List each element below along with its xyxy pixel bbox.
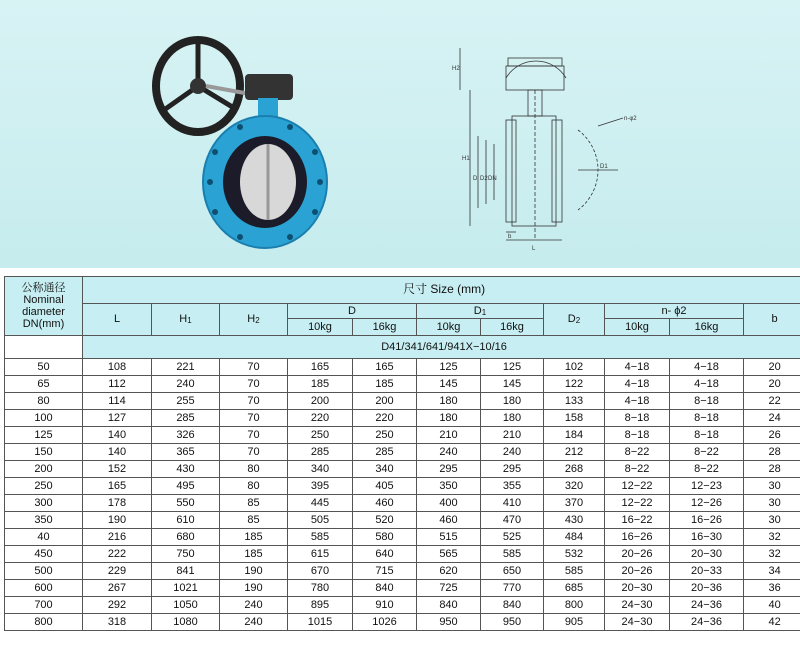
product-image-area [0,0,800,268]
table-cell: 200 [5,461,83,478]
h2-header: $H_2$ [220,304,288,336]
table-cell: 4−18 [670,359,744,376]
table-cell: 20 [744,359,800,376]
d-header: D [288,304,417,319]
table-cell: 20 [744,376,800,393]
table-cell: 85 [220,512,288,529]
table-cell: 340 [288,461,353,478]
table-cell: 30 [744,512,800,529]
table-cell: 500 [5,563,83,580]
h1-label: H1 [462,156,470,162]
table-cell: 300 [5,495,83,512]
table-cell: 895 [288,597,353,614]
table-cell: 8−22 [605,444,670,461]
table-cell: 12−22 [605,495,670,512]
table-cell: 229 [83,563,152,580]
table-cell: 700 [5,597,83,614]
table-cell: 320 [544,478,605,495]
table-cell: 140 [83,427,152,444]
table-row [5,410,800,427]
table-cell: 102 [544,359,605,376]
table-cell: 1080 [152,614,220,631]
table-cell: 40 [5,529,83,546]
table-cell: 16−22 [605,512,670,529]
table-cell: 841 [152,563,220,580]
table-cell: 532 [544,546,605,563]
table-row [5,580,800,597]
table-cell: 615 [288,546,353,563]
table-cell: 430 [544,512,605,529]
table-cell: 295 [481,461,544,478]
table-cell: 240 [152,376,220,393]
table-cell: 165 [288,359,353,376]
table-cell: 114 [83,393,152,410]
table-cell: 685 [544,580,605,597]
table-cell: 145 [481,376,544,393]
table-cell: 180 [417,410,481,427]
table-cell: 550 [152,495,220,512]
nphi-10kg-header: 10kg [605,319,670,336]
table-cell: 295 [417,461,481,478]
nphi-label: n-φ2 [624,116,637,122]
table-cell: 840 [417,597,481,614]
table-cell: 430 [152,461,220,478]
table-cell: 180 [481,410,544,427]
table-cell: 650 [481,563,544,580]
table-cell: 158 [544,410,605,427]
table-cell: 950 [481,614,544,631]
table-cell: 20−30 [605,580,670,597]
table-cell: 32 [744,546,800,563]
table-cell: 20−26 [605,546,670,563]
table-cell: 240 [481,444,544,461]
table-cell: 12−26 [670,495,744,512]
table-cell: 1026 [353,614,417,631]
table-row [5,427,800,444]
table-cell: 395 [288,478,353,495]
table-cell: 70 [220,376,288,393]
table-cell: 12−22 [605,478,670,495]
technical-drawing [448,40,648,256]
table-cell: 185 [220,529,288,546]
table-cell: 725 [417,580,481,597]
spec-table [4,276,800,631]
b-header: b [744,304,800,336]
table-cell: 950 [417,614,481,631]
table-cell: 355 [481,478,544,495]
table-cell: 410 [481,495,544,512]
table-cell: 240 [220,614,288,631]
table-row [5,495,800,512]
table-cell: 1021 [152,580,220,597]
table-cell: 190 [83,512,152,529]
table-cell: 670 [288,563,353,580]
table-cell: 70 [220,359,288,376]
table-cell: 8−18 [670,410,744,427]
table-cell: 222 [83,546,152,563]
table-cell: 715 [353,563,417,580]
table-cell: 185 [353,376,417,393]
valve-body-icon [203,116,327,248]
handwheel-icon [156,40,240,132]
table-cell: 212 [544,444,605,461]
table-cell: 70 [220,393,288,410]
table-cell: 770 [481,580,544,597]
table-cell: 16−26 [670,512,744,529]
table-cell: 250 [353,427,417,444]
table-cell: 285 [353,444,417,461]
table-cell: 780 [288,580,353,597]
table-cell: 80 [220,461,288,478]
table-cell: 65 [5,376,83,393]
table-row [5,529,800,546]
table-row [5,512,800,529]
table-cell: 20−36 [670,580,744,597]
table-cell: 600 [5,580,83,597]
table-cell: 180 [481,393,544,410]
table-cell: 42 [744,614,800,631]
table-cell: 445 [288,495,353,512]
table-cell: 285 [288,444,353,461]
table-cell: 12−23 [670,478,744,495]
table-row [5,359,800,376]
table-cell: 610 [152,512,220,529]
table-cell: 292 [83,597,152,614]
table-cell: 80 [5,393,83,410]
table-cell: 20−30 [670,546,744,563]
d1-header: $D_1$ [417,304,544,319]
h2-label: H2 [452,66,460,72]
table-row [5,393,800,410]
table-cell: 8−22 [670,461,744,478]
table-cell: 580 [353,529,417,546]
table-cell: 8−18 [670,427,744,444]
table-cell: 28 [744,461,800,478]
table-row [5,614,800,631]
table-cell: 268 [544,461,605,478]
table-cell: 495 [152,478,220,495]
size-header: 尺寸 Size (mm) [83,277,800,304]
table-cell: 20−26 [605,563,670,580]
table-cell: 326 [152,427,220,444]
table-cell: 125 [5,427,83,444]
table-row [5,478,800,495]
table-cell: 22 [744,393,800,410]
nphi-header: n- ϕ2 [605,304,744,319]
table-cell: 505 [288,512,353,529]
table-cell: 585 [288,529,353,546]
table-cell: 910 [353,597,417,614]
table-cell: 350 [5,512,83,529]
table-cell: 70 [220,410,288,427]
table-cell: 178 [83,495,152,512]
dn-label: DN [488,176,497,182]
table-row [5,376,800,393]
table-cell: 185 [288,376,353,393]
table-cell: 70 [220,444,288,461]
table-cell: 4−18 [605,376,670,393]
table-cell: 34 [744,563,800,580]
table-row [5,563,800,580]
table-cell: 112 [83,376,152,393]
table-cell: 185 [220,546,288,563]
table-cell: 680 [152,529,220,546]
table-cell: 585 [481,546,544,563]
table-cell: 24−36 [670,597,744,614]
table-cell: 460 [353,495,417,512]
table-cell: 125 [417,359,481,376]
table-cell: 400 [417,495,481,512]
table-cell: 30 [744,495,800,512]
table-cell: 30 [744,478,800,495]
table-cell: 122 [544,376,605,393]
table-cell: 85 [220,495,288,512]
table-cell: 460 [417,512,481,529]
table-cell: 133 [544,393,605,410]
table-cell: 125 [481,359,544,376]
table-row [5,461,800,478]
table-cell: 370 [544,495,605,512]
table-cell: 165 [83,478,152,495]
table-cell: 484 [544,529,605,546]
table-cell: 405 [353,478,417,495]
table-cell: 36 [744,580,800,597]
table-cell: 24 [744,410,800,427]
table-cell: 150 [5,444,83,461]
table-cell: 470 [481,512,544,529]
table-cell: 70 [220,427,288,444]
table-cell: 8−22 [670,444,744,461]
table-cell: 640 [353,546,417,563]
d-label: D [473,176,478,182]
table-cell: 221 [152,359,220,376]
table-cell: 28 [744,444,800,461]
dn-header: 公称通径 Nominal diameter DN(mm) [5,277,83,336]
table-cell: 210 [481,427,544,444]
table-cell: 190 [220,580,288,597]
nphi-16kg-header: 16kg [670,319,744,336]
table-row [5,444,800,461]
table-cell: 216 [83,529,152,546]
table-cell: 520 [353,512,417,529]
table-cell: 250 [288,427,353,444]
table-cell: 220 [353,410,417,427]
table-cell: 210 [417,427,481,444]
table-row [5,546,800,563]
table-cell: 184 [544,427,605,444]
d1-label: D1 [600,164,608,170]
table-cell: 800 [5,614,83,631]
table-cell: 840 [353,580,417,597]
table-cell: 100 [5,410,83,427]
table-cell: 515 [417,529,481,546]
table-cell: 8−18 [605,427,670,444]
spec-body [5,359,800,631]
table-cell: 1050 [152,597,220,614]
table-cell: 905 [544,614,605,631]
table-cell: 200 [353,393,417,410]
table-cell: 152 [83,461,152,478]
d-10kg-header: 10kg [288,319,353,336]
table-cell: 50 [5,359,83,376]
table-cell: 620 [417,563,481,580]
table-cell: 840 [481,597,544,614]
d1-10kg-header: 10kg [417,319,481,336]
d1-16kg-header: 16kg [481,319,544,336]
table-cell: 20−33 [670,563,744,580]
table-cell: 190 [220,563,288,580]
table-cell: 340 [353,461,417,478]
table-cell: 800 [544,597,605,614]
table-cell: 165 [353,359,417,376]
table-cell: 4−18 [605,393,670,410]
table-cell: 80 [220,478,288,495]
table-cell: 180 [417,393,481,410]
d2-label: D2 [480,176,488,182]
table-cell: 525 [481,529,544,546]
d-16kg-header: 16kg [353,319,417,336]
table-cell: 200 [288,393,353,410]
table-cell: 267 [83,580,152,597]
h1-header: $H_1$ [152,304,220,336]
table-cell: 240 [220,597,288,614]
model-header: D41/341/641/941X−10/16 [83,336,800,359]
table-cell: 8−22 [605,461,670,478]
table-cell: 26 [744,427,800,444]
table-cell: 40 [744,597,800,614]
table-cell: 350 [417,478,481,495]
table-cell: 565 [417,546,481,563]
table-cell: 24−36 [670,614,744,631]
table-cell: 365 [152,444,220,461]
table-cell: 255 [152,393,220,410]
table-cell: 240 [417,444,481,461]
model-spacer [5,336,83,359]
table-cell: 16−30 [670,529,744,546]
b-label: b [508,234,512,240]
table-cell: 285 [152,410,220,427]
table-cell: 750 [152,546,220,563]
table-cell: 8−18 [605,410,670,427]
table-cell: 24−30 [605,597,670,614]
table-cell: 4−18 [605,359,670,376]
table-cell: 4−18 [670,376,744,393]
table-cell: 145 [417,376,481,393]
table-cell: 24−30 [605,614,670,631]
table-cell: 32 [744,529,800,546]
table-cell: 318 [83,614,152,631]
l-header: L [83,304,152,336]
table-cell: 8−18 [670,393,744,410]
d2-header: $D_2$ [544,304,605,336]
table-cell: 16−26 [605,529,670,546]
l-label: L [532,246,536,252]
table-row [5,597,800,614]
table-cell: 127 [83,410,152,427]
table-cell: 585 [544,563,605,580]
table-cell: 140 [83,444,152,461]
table-cell: 1015 [288,614,353,631]
table-cell: 220 [288,410,353,427]
table-cell: 108 [83,359,152,376]
table-cell: 450 [5,546,83,563]
table-cell: 250 [5,478,83,495]
valve-photo [150,22,380,254]
